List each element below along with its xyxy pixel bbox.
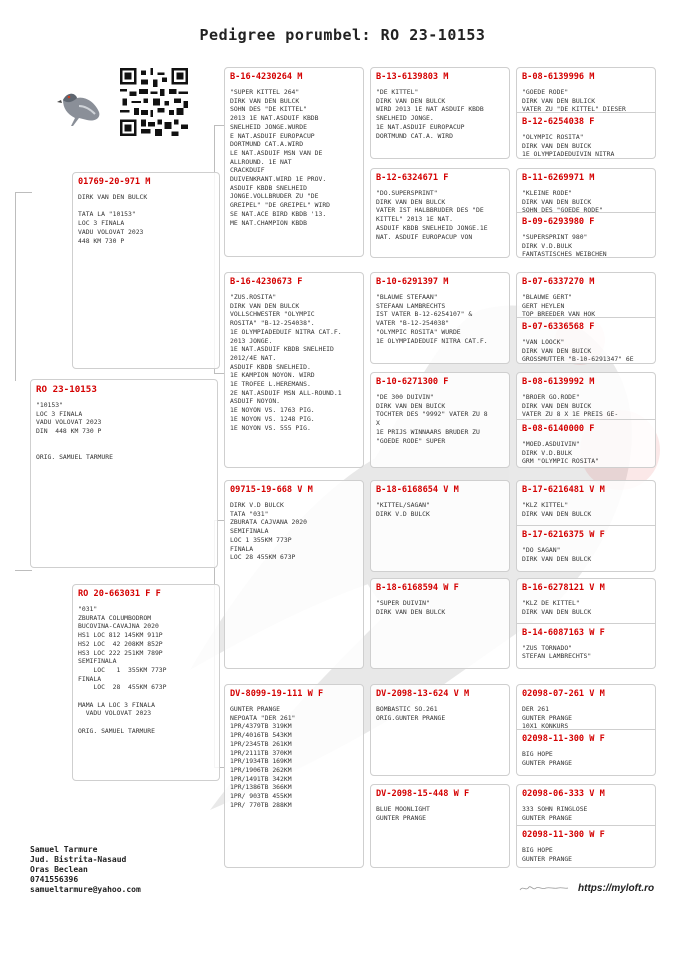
detail-line bbox=[36, 436, 212, 445]
connector-pigeon-dam bbox=[15, 570, 32, 571]
detail-line: ALLROUND. 1E NAT bbox=[230, 157, 292, 166]
gg-grandparent-card[interactable] bbox=[522, 689, 650, 731]
detail-line: 2013 JONGE. bbox=[230, 336, 273, 345]
detail-line: FINALA bbox=[78, 674, 102, 683]
detail-line: BOMBASTIC SO.261 bbox=[376, 705, 438, 713]
detail-line: SEMIFINALA bbox=[230, 527, 269, 536]
detail-line: 1PR/1934TB 169KM bbox=[230, 757, 292, 766]
detail-line: VOLLSCHWESTER "OLYMPIC bbox=[230, 310, 315, 319]
pigeon-details bbox=[522, 750, 650, 767]
detail-line: 1E KAMPION NOYON. WIRD bbox=[230, 371, 315, 380]
pigeon-icon bbox=[55, 82, 105, 132]
gg-grandparents-pair[interactable] bbox=[516, 67, 656, 159]
card-divider bbox=[517, 419, 655, 420]
detail-line: 1PR/1491TB 342KM bbox=[230, 774, 292, 783]
detail-line: DIRK V.D.BULK bbox=[522, 448, 573, 457]
detail-line: 1E NAT.ASDUIF KBDB SNELHEID bbox=[230, 345, 334, 354]
grandparent-card[interactable] bbox=[224, 67, 364, 257]
pigeon-details bbox=[522, 705, 650, 731]
pigeon-details bbox=[376, 805, 504, 822]
gg-grandparent-card[interactable] bbox=[522, 734, 650, 773]
detail-line: 333 SOHN RINGLOSE bbox=[522, 805, 588, 813]
detail-line: NAT. ASDUIF EUROPACUP VON bbox=[376, 232, 473, 241]
detail-line: ASDUIF KBDB SNELHEID. bbox=[230, 362, 311, 371]
ring-number: DV-2098-15-448 W F bbox=[376, 789, 470, 799]
pigeon-details bbox=[522, 233, 650, 259]
detail-line: GUNTER PRANGE bbox=[522, 854, 573, 863]
detail-line: DORTMUND CAT.A.WIRD bbox=[230, 140, 304, 149]
detail-line: LOC 1 355KM 773P bbox=[78, 665, 167, 674]
detail-line: 1PR/ 903TB 455KM bbox=[230, 792, 292, 801]
detail-line bbox=[36, 445, 212, 454]
gg-grandparent-card[interactable] bbox=[522, 424, 650, 465]
detail-line bbox=[78, 718, 214, 727]
detail-line: DORTMUND CAT.A. WIRD bbox=[376, 131, 453, 140]
ring-number: 09715-19-668 V M bbox=[230, 485, 313, 495]
great-grandparent-card[interactable] bbox=[370, 67, 510, 159]
detail-line: 2013 1E NAT.ASDUIF KBDB bbox=[230, 114, 319, 123]
detail-line: "KLEINE RODE" bbox=[522, 189, 573, 197]
detail-line: 1E NAT.ASDUIF EUROPACUP bbox=[376, 122, 465, 131]
detail-line: KITTEL" 2013 1E NAT. bbox=[376, 215, 453, 224]
detail-line: TOCHTER DES "9992" VATER ZU 8 bbox=[376, 410, 488, 419]
pigeon-details bbox=[376, 293, 504, 345]
detail-line bbox=[78, 692, 214, 701]
ring-number: B-18-6168594 W F bbox=[376, 583, 459, 593]
detail-line: GRM "OLYMPIC ROSITA" bbox=[522, 457, 599, 466]
pigeon-details bbox=[522, 599, 650, 616]
detail-line: GUNTER PRANGE bbox=[230, 705, 281, 713]
detail-line: "KLZ KITTEL" bbox=[522, 501, 569, 509]
detail-line: 2E NAT.ASDUIF MSN ALL-ROUND.1 bbox=[230, 388, 342, 397]
detail-line: ORIG. SAMUEL TARMURE bbox=[78, 726, 155, 735]
detail-line: 1E TROFEE L.HEREMANS. bbox=[230, 380, 311, 389]
ring-number: B-16-4230264 M bbox=[230, 72, 303, 82]
ring-number: B-11-6269971 M bbox=[522, 173, 595, 183]
ring-number: B-17-6216481 V M bbox=[522, 485, 605, 495]
gg-grandparent-card[interactable] bbox=[522, 322, 650, 364]
pigeon-details bbox=[522, 133, 650, 159]
pigeon-details bbox=[230, 293, 358, 432]
gg-grandparent-card[interactable] bbox=[522, 173, 650, 215]
card-divider bbox=[517, 317, 655, 318]
ring-number: 02098-11-300 W F bbox=[522, 734, 605, 744]
sire-ring-number: 01769-20-971 M bbox=[78, 177, 151, 187]
detail-line: "DE 300 DUIVIN" bbox=[376, 393, 434, 401]
gg-grandparent-card[interactable] bbox=[522, 377, 650, 417]
detail-line: ME NAT.CHAMPION KBDB bbox=[230, 218, 307, 227]
card-divider bbox=[517, 525, 655, 526]
gg-grandparents-pair[interactable] bbox=[516, 168, 656, 258]
gg-grandparents-pair[interactable] bbox=[516, 684, 656, 776]
detail-line: BIG HOPE bbox=[522, 846, 553, 854]
detail-line: LE NAT.ASDUIF MSN VAN DE bbox=[230, 148, 323, 157]
detail-line: 1E PRIJS WINNAARS BRUDER ZU bbox=[376, 427, 480, 436]
detail-line: DIRK VAN DEN BUICK bbox=[522, 401, 592, 410]
detail-line: STEFAAN LAMBRECHTS bbox=[376, 301, 446, 310]
ring-number: B-13-6139803 M bbox=[376, 72, 449, 82]
detail-line: GROSSMUTTER "B-10-6291347" 6E bbox=[522, 355, 634, 364]
ring-number: B-12-6324671 F bbox=[376, 173, 449, 183]
detail-line: HS3 LOC 222 251KM 789P bbox=[78, 648, 163, 657]
detail-line: SNELHEID JONGE.WURDE bbox=[230, 122, 307, 131]
detail-line: BIG HOPE bbox=[522, 750, 553, 758]
detail-line: GREIPEL" "DE GREIPEL" WIRD bbox=[230, 201, 331, 210]
gg-grandparent-card[interactable] bbox=[522, 830, 650, 865]
pigeon-ring-number: RO 23-10153 bbox=[36, 384, 97, 395]
card-divider bbox=[517, 112, 655, 113]
great-grandparent-card[interactable] bbox=[370, 684, 510, 776]
qr-code-icon bbox=[120, 68, 188, 136]
detail-line: TATA "031" bbox=[230, 509, 269, 518]
pigeon-details bbox=[376, 88, 504, 140]
great-grandparent-card[interactable] bbox=[370, 480, 510, 572]
detail-line: "GOEDE RODE" bbox=[522, 88, 569, 96]
gg-grandparent-card[interactable] bbox=[522, 217, 650, 259]
detail-line: "SUPER DUIVIN" bbox=[376, 599, 430, 607]
detail-line: "DO.SUPERSPRINT" bbox=[376, 189, 438, 197]
detail-line: BUCOVINA-CAVAJNA 2020 bbox=[78, 622, 159, 631]
detail-line: VADU VOLOVAT 2023 bbox=[36, 418, 102, 427]
pigeon-details bbox=[522, 393, 650, 419]
pigeon-details bbox=[376, 705, 504, 722]
detail-line: 10X1 KONKURS bbox=[522, 722, 569, 731]
detail-line: "GOEDE RODE" SUPER bbox=[376, 436, 446, 445]
ring-number: B-08-6139996 M bbox=[522, 72, 595, 82]
detail-line: VATER IST HALBBRUDER DES "DE bbox=[376, 206, 484, 215]
detail-line: 448 KM 730 P bbox=[78, 236, 125, 245]
detail-line: DIRK VAN DEN BULCK bbox=[376, 197, 446, 206]
detail-line: LOC 3 FINALA bbox=[78, 219, 125, 228]
gg-grandparent-card[interactable] bbox=[522, 117, 650, 159]
great-grandparent-card[interactable] bbox=[370, 168, 510, 258]
detail-line: GUNTER PRANGE bbox=[522, 813, 573, 822]
owner-city: Oras Beclean bbox=[30, 865, 88, 874]
detail-line: DIRK V.D.BULK bbox=[522, 241, 573, 250]
dam-details bbox=[78, 605, 214, 736]
detail-line: "BLAUWE GERT" bbox=[522, 293, 573, 301]
pigeon-details bbox=[522, 501, 650, 518]
detail-line: DIRK VAN DEN BULCK bbox=[78, 193, 148, 201]
detail-line: "OLYMPIC ROSITA" bbox=[522, 133, 584, 141]
detail-line: LOC 28 455KM 673P bbox=[78, 683, 167, 692]
detail-line: DIRK V.D BULCK bbox=[230, 501, 284, 509]
detail-line: "KITTEL/SAGAN" bbox=[376, 501, 430, 509]
great-grandparent-card[interactable] bbox=[370, 272, 510, 364]
detail-line: JONGE.VOLLBRUDER ZU "DE bbox=[230, 192, 319, 201]
detail-line: "SUPER KITTEL 264" bbox=[230, 88, 300, 96]
sire-card[interactable] bbox=[72, 172, 220, 369]
website-link[interactable]: https://myloft.ro bbox=[578, 883, 655, 894]
detail-line: SOHN DES "GOEDE RODE" bbox=[522, 206, 603, 215]
detail-line: DIN 448 KM 730 P bbox=[36, 427, 102, 436]
pigeon-details bbox=[522, 338, 650, 364]
pigeon-details bbox=[376, 501, 504, 518]
detail-line: DIRK VAN DEN BULCK bbox=[376, 96, 446, 105]
gg-grandparents-pair[interactable] bbox=[516, 372, 656, 468]
detail-line: ZBURATA CAJVANA 2020 bbox=[230, 518, 307, 527]
detail-line: E NAT.ASDUIF EUROPACUP bbox=[230, 131, 315, 140]
pigeon-details bbox=[522, 644, 650, 661]
detail-line: GUNTER PRANGE bbox=[522, 713, 573, 722]
detail-line: DUIVENKRANT.WIRD 1E PROV. bbox=[230, 175, 327, 184]
sire-details bbox=[78, 193, 214, 245]
detail-line: 1PR/2345TB 261KM bbox=[230, 739, 292, 748]
pigeon-details bbox=[230, 705, 358, 809]
great-grandparent-card[interactable] bbox=[370, 784, 510, 868]
owner-email: samueltarmure@yahoo.com bbox=[30, 885, 141, 894]
ring-number: B-09-6293980 F bbox=[522, 217, 595, 227]
grandparent-card[interactable] bbox=[224, 272, 364, 468]
detail-line: DIRK VAN DEN BUICK bbox=[522, 346, 592, 355]
detail-line: MAMA LA LOC 3 FINALA bbox=[78, 700, 155, 709]
ring-number: B-14-6087163 W F bbox=[522, 627, 605, 638]
pigeon-details bbox=[522, 805, 650, 822]
great-grandparent-card[interactable] bbox=[370, 372, 510, 468]
detail-line: WIRD 2013 1E NAT ASDUIF KBDB bbox=[376, 105, 484, 114]
gg-grandparent-card[interactable] bbox=[522, 485, 650, 523]
detail-line: DIRK VAN DEN BUICK bbox=[522, 141, 592, 150]
detail-line: SOHN DES "DE KITTEL" bbox=[230, 105, 307, 114]
detail-line bbox=[78, 202, 214, 211]
ring-number: DV-8099-19-111 W F bbox=[230, 689, 324, 699]
gg-grandparents-pair[interactable] bbox=[516, 272, 656, 364]
pigeon-details bbox=[376, 189, 504, 241]
detail-line: ZBURATA COLUMBODROM bbox=[78, 613, 152, 622]
detail-line: ASDUIF KBDB SNELHEID bbox=[230, 183, 307, 192]
detail-line: 1PR/1906TB 262KM bbox=[230, 765, 292, 774]
detail-line: "ZUS.ROSITA" bbox=[230, 293, 277, 301]
detail-line: ORIG. SAMUEL TARMURE bbox=[36, 453, 113, 462]
detail-line: BLUE MOONLIGHT bbox=[376, 805, 430, 813]
ring-number: B-08-6139992 M bbox=[522, 377, 595, 387]
detail-line: 1E OLYMPIADEDUIF NITRA CAT.F. bbox=[376, 336, 488, 345]
detail-line: DIRK VAN DEN BULCK bbox=[522, 509, 592, 518]
owner-phone: 0741556396 bbox=[30, 875, 79, 884]
detail-line: DER 261 bbox=[522, 705, 549, 713]
detail-line: SEMIFINALA bbox=[78, 657, 117, 666]
detail-line: 1E OLYMPIADEDUIF NITRA CAT.F. bbox=[230, 327, 342, 336]
detail-line: TATA LA "10153" bbox=[78, 210, 136, 219]
gg-grandparent-card[interactable] bbox=[522, 530, 650, 569]
card-divider bbox=[517, 212, 655, 213]
gg-grandparent-card[interactable] bbox=[522, 72, 650, 114]
detail-line: NEPOATA "DER 261" bbox=[230, 713, 296, 722]
card-divider bbox=[517, 825, 655, 826]
ring-number: B-07-6337270 M bbox=[522, 277, 595, 287]
detail-line: "10153" bbox=[36, 401, 63, 409]
detail-line: LOC 1 355KM 773P bbox=[230, 535, 292, 544]
detail-line: "BROER GO.RODE" bbox=[522, 393, 580, 401]
gg-grandparent-card[interactable] bbox=[522, 628, 650, 667]
signature-icon bbox=[518, 883, 570, 893]
ring-number: B-07-6336568 F bbox=[522, 322, 595, 332]
detail-line: VADU VOLOVAT 2023 bbox=[78, 227, 144, 236]
pigeon-details bbox=[230, 501, 358, 562]
gg-grandparents-pair[interactable] bbox=[516, 578, 656, 669]
detail-line: 1PR/4379TB 319KM bbox=[230, 722, 292, 731]
card-divider bbox=[517, 729, 655, 730]
detail-line: DIRK VAN DEN BUICK bbox=[376, 401, 446, 410]
card-divider bbox=[517, 623, 655, 624]
detail-line: CRACKDUIF bbox=[230, 166, 265, 175]
detail-line: HS2 LOC 42 208KM 852P bbox=[78, 639, 163, 648]
detail-line: DIRK VAN DEN BULICK bbox=[522, 96, 596, 105]
ring-number: B-12-6254038 F bbox=[522, 117, 595, 127]
pigeon-details bbox=[522, 88, 650, 114]
detail-line: DIRK VAN DEN BULCK bbox=[230, 301, 300, 310]
detail-line: "VAN LOOCK" bbox=[522, 338, 565, 346]
gg-grandparents-pair[interactable] bbox=[516, 784, 656, 868]
detail-line: DIRK VAN DEN BULCK bbox=[522, 554, 592, 563]
detail-line: "DO SAGAN" bbox=[522, 546, 561, 554]
detail-line: ROSITA" "B-12-254038". bbox=[230, 319, 315, 328]
detail-line: 1E OLYMPIADEDUIVIN NITRA bbox=[522, 150, 615, 159]
detail-line: 1E NOYON VS. 555 PIG. bbox=[230, 423, 311, 432]
detail-line: DIRK VAN DEN BULCK bbox=[230, 96, 300, 105]
detail-line: VATER "B-12-254038" bbox=[376, 319, 450, 328]
grandparent-card[interactable] bbox=[224, 480, 364, 669]
detail-line: 2012/4E NAT. bbox=[230, 353, 277, 362]
detail-line: 1E NOYON VS. 1763 PIG. bbox=[230, 406, 315, 415]
detail-line: LOC 3 FINALA bbox=[36, 409, 83, 418]
detail-line: ORIG.GUNTER PRANGE bbox=[376, 713, 446, 722]
detail-line: ASDUIF NOYON. bbox=[230, 397, 281, 406]
owner-contact bbox=[30, 845, 141, 895]
detail-line: 1E NOYON VS. 1248 PIG. bbox=[230, 414, 315, 423]
pigeon-details bbox=[522, 846, 650, 863]
ring-number: DV-2098-13-624 V M bbox=[376, 689, 470, 699]
detail-line: GERT HEYLEN bbox=[522, 301, 565, 310]
detail-line: X bbox=[376, 419, 380, 428]
gg-grandparent-card[interactable] bbox=[522, 789, 650, 823]
detail-line: 1PR/4016TB 543KM bbox=[230, 731, 292, 740]
detail-line: LOC 28 455KM 673P bbox=[230, 553, 296, 562]
page-title: Pedigree porumbel: RO 23-10153 bbox=[199, 26, 486, 44]
detail-line: TOP BREEDER VAN HOK bbox=[522, 310, 596, 319]
detail-line: 1PR/ 770TB 288KM bbox=[230, 800, 292, 809]
ring-number: 02098-07-261 V M bbox=[522, 689, 605, 699]
dam-ring-number: RO 20-663031 F F bbox=[78, 589, 161, 599]
gg-grandparent-card[interactable] bbox=[522, 583, 650, 621]
detail-line: SE NAT.ACE BIRD KBDB '13. bbox=[230, 209, 327, 218]
pigeon-details bbox=[522, 440, 650, 466]
pigeon-details bbox=[522, 293, 650, 319]
dam-card[interactable] bbox=[72, 584, 220, 781]
gg-grandparent-card[interactable] bbox=[522, 277, 650, 319]
ring-number: B-16-6278121 V M bbox=[522, 583, 605, 593]
ring-number: B-10-6271300 F bbox=[376, 377, 449, 387]
gg-grandparents-pair[interactable] bbox=[516, 480, 656, 572]
detail-line: GUNTER PRANGE bbox=[522, 758, 573, 767]
detail-line: STEFAN LAMBRECHTS" bbox=[522, 652, 592, 661]
owner-county: Jud. Bistrita-Nasaud bbox=[30, 855, 127, 864]
ring-number: 02098-06-333 V M bbox=[522, 789, 605, 799]
detail-line: "BLAUWE STEFAAN" bbox=[376, 293, 438, 301]
ring-number: B-16-4230673 F bbox=[230, 277, 303, 287]
detail-line: VATER ZU "DE KITTEL" DIESER bbox=[522, 105, 626, 114]
detail-line: DIRK VAN DEN BULCK bbox=[522, 607, 592, 616]
detail-line: "DE KITTEL" bbox=[376, 88, 419, 96]
great-grandparent-card[interactable] bbox=[370, 578, 510, 669]
detail-line: FANTASTISCHES WEIBCHEN bbox=[522, 250, 607, 259]
detail-line: 1PR/2111TB 370KM bbox=[230, 748, 292, 757]
detail-line: SNELHEID JONGE. bbox=[376, 114, 434, 123]
pigeon-details bbox=[36, 401, 212, 462]
detail-line: VADU VOLOVAT 2023 bbox=[78, 709, 152, 718]
detail-line: IST VATER B-12-6254107" & bbox=[376, 310, 473, 319]
detail-line: DIRK VAN DEN BUICK bbox=[522, 197, 592, 206]
ring-number: B-10-6291397 M bbox=[376, 277, 449, 287]
pigeon-card[interactable] bbox=[30, 379, 218, 568]
detail-line: "MOED.ASDUIVIN" bbox=[522, 440, 580, 448]
detail-line: "OLYMPIC ROSITA" WURDE bbox=[376, 327, 461, 336]
ring-number: B-18-6168654 V M bbox=[376, 485, 459, 495]
detail-line: "KLZ DE KITTEL" bbox=[522, 599, 580, 607]
detail-line: "ZUS TORNADO" bbox=[522, 643, 573, 652]
detail-line: GUNTER PRANGE bbox=[376, 813, 427, 822]
detail-line: HS1 LOC 812 145KM 911P bbox=[78, 631, 163, 640]
pigeon-details bbox=[522, 546, 650, 563]
pigeon-details bbox=[376, 599, 504, 616]
detail-line: ASDUIF KBDB SNELHEID JONGE.1E bbox=[376, 223, 488, 232]
ring-number: 02098-11-300 W F bbox=[522, 830, 605, 840]
detail-line: "031" bbox=[78, 605, 98, 613]
connector-pigeon-sire bbox=[15, 192, 32, 381]
pigeon-details bbox=[376, 393, 504, 445]
detail-line: FINALA bbox=[230, 544, 254, 553]
detail-line: VATER ZU 8 X 1E PREIS GE- bbox=[522, 410, 619, 419]
owner-name: Samuel Tarmure bbox=[30, 845, 98, 854]
detail-line: 1PR/1386TB 366KM bbox=[230, 783, 292, 792]
ring-number: B-08-6140000 F bbox=[522, 424, 595, 434]
detail-line: "SUPERSPRINT 980" bbox=[522, 233, 588, 241]
detail-line: DIRK VAN DEN BULCK bbox=[376, 607, 446, 616]
grandparent-card[interactable] bbox=[224, 684, 364, 868]
detail-line: DIRK V.D BULCK bbox=[376, 509, 430, 518]
ring-number: B-17-6216375 W F bbox=[522, 530, 605, 540]
pigeon-details bbox=[230, 88, 358, 227]
